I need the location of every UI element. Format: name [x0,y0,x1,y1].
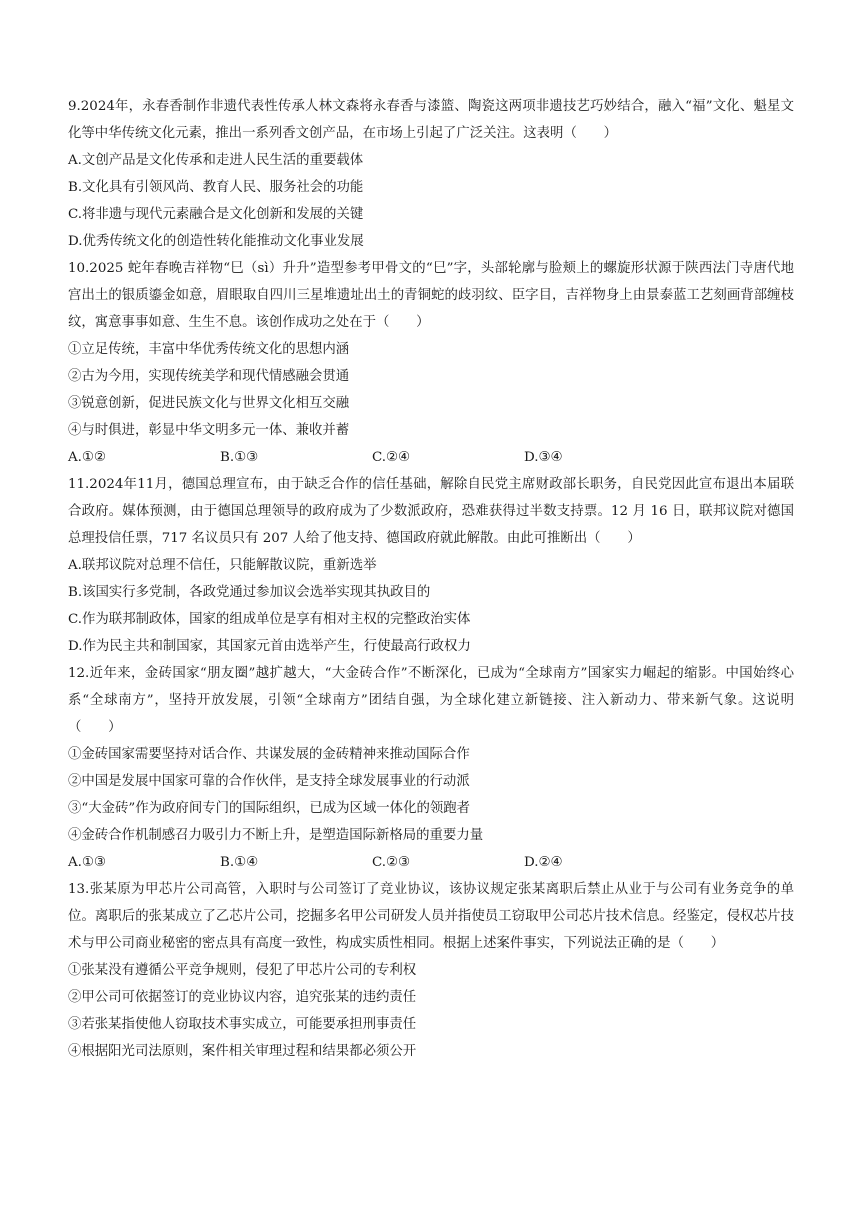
choice-b: B.①④ [220,855,259,870]
exam-page [68,93,794,1065]
option-a: A.联邦议院对总理不信任，只能解散议院，重新选举 [68,558,377,573]
option-b: B.该国实行多党制，各政党通过参加议会选举实现其执政目的 [68,585,431,600]
option-d: D.作为民主共和制国家，其国家元首由选举产生，行使最高行政权力 [68,639,471,654]
option-d: D.优秀传统文化的创造性转化能推动文化事业发展 [68,234,364,249]
choice-c: C.②④ [372,450,411,465]
choice-a: A.①② [68,450,106,465]
statement-1: ①立足传统，丰富中华优秀传统文化的思想内涵 [68,342,350,357]
question-13 [68,876,794,1065]
question-stem: 11.2024年11月，德国总理宣布，由于缺乏合作的信任基础，解除自民党主席财政部长职务，自民党因此宣布退出本届联合政府。媒体预测，由于德国总理领导的政府成为了少数派政府，恐难获得过半数支持票。12 月 16 日，联邦议院对德国总理投信任票，717 名议员只有 207 人给了他支持、德国政府就此解散。由此可推断出（ ） [68,477,794,546]
choice-c: C.②③ [372,855,411,870]
statement-2: ②甲公司可依据签订的竞业协议内容，追究张某的违约责任 [68,990,417,1005]
question-stem: 9.2024年，永春香制作非遗代表性传承人林文森将永春香与漆篮、陶瓷这两项非遗技艺巧妙结合，融入“福”文化、魁星文化等中华传统文化元素，推出一系列香文创产品，在市场上引起了广泛关注。这表明（ ） [68,99,794,141]
statement-4: ④与时俱进，彰显中华文明多元一体、兼收并蓄 [68,423,350,438]
question-12 [68,660,794,876]
question-11 [68,471,794,660]
statement-1: ①金砖国家需要坚持对话合作、共谋发展的金砖精神来推动国际合作 [68,747,470,762]
statement-2: ②中国是发展中国家可靠的合作伙伴，是支持全球发展事业的行动派 [68,774,470,789]
choice-b: B.①③ [220,450,259,465]
answer-choices [68,444,794,471]
question-10 [68,255,794,471]
question-9 [68,93,794,255]
answer-choices [68,849,794,876]
statement-2: ②古为今用，实现传统美学和现代情感融会贯通 [68,369,350,384]
choice-d: D.②④ [524,855,563,870]
choice-d: D.③④ [524,450,563,465]
statement-3: ③“大金砖”作为政府间专门的国际组织，已成为区域一体化的领跑者 [68,801,471,816]
option-c: C.将非遗与现代元素融合是文化创新和发展的关键 [68,207,364,222]
statement-3: ③若张某指使他人窃取技术事实成立，可能要承担刑事责任 [68,1017,417,1032]
option-a: A.文创产品是文化传承和走进人民生活的重要载体 [68,153,364,168]
option-c: C.作为联邦制政体，国家的组成单位是享有相对主权的完整政治实体 [68,612,471,627]
question-stem: 13.张某原为甲芯片公司高管，入职时与公司签订了竞业协议，该协议规定张某离职后禁止从业于与公司有业务竞争的单位。离职后的张某成立了乙芯片公司，挖掘多名甲公司研发人员并指使员工窃取甲公司芯片技术信息。经鉴定，侵权芯片技术与甲公司商业秘密的密点具有高度一致性，构成实质性相同。根据上述案件事实，下列说法正确的是（ ） [68,882,794,951]
choice-a: A.①③ [68,855,106,870]
statement-3: ③锐意创新，促进民族文化与世界文化相互交融 [68,396,350,411]
option-b: B.文化具有引领风尚、教育人民、服务社会的功能 [68,180,364,195]
question-stem: 12.近年来，金砖国家“朋友圈”越扩越大，“大金砖合作”不断深化，已成为“全球南方”国家实力崛起的缩影。中国始终心系“全球南方”，坚持开放发展，引领“全球南方”团结自强，为全球化建立新链接、注入新动力、带来新气象。这说明（ ） [68,666,794,735]
statement-4: ④根据阳光司法原则，案件相关审理过程和结果都必须公开 [68,1044,417,1059]
question-stem: 10.2025 蛇年春晚吉祥物“巳（sì）升升”造型参考甲骨文的“巳”字，头部轮廓与脸颊上的螺旋形状源于陕西法门寺唐代地宫出土的银质鎏金如意，眉眼取自四川三星堆遗址出土的青铜蛇的歧羽纹、臣字目，吉祥物身上由景泰蓝工艺刻画背部缠枝纹，寓意事事如意、生生不息。该创作成功之处在于（ ） [68,261,794,330]
statement-4: ④金砖合作机制感召力吸引力不断上升，是塑造国际新格局的重要力量 [68,828,484,843]
statement-1: ①张某没有遵循公平竞争规则，侵犯了甲芯片公司的专利权 [68,963,417,978]
